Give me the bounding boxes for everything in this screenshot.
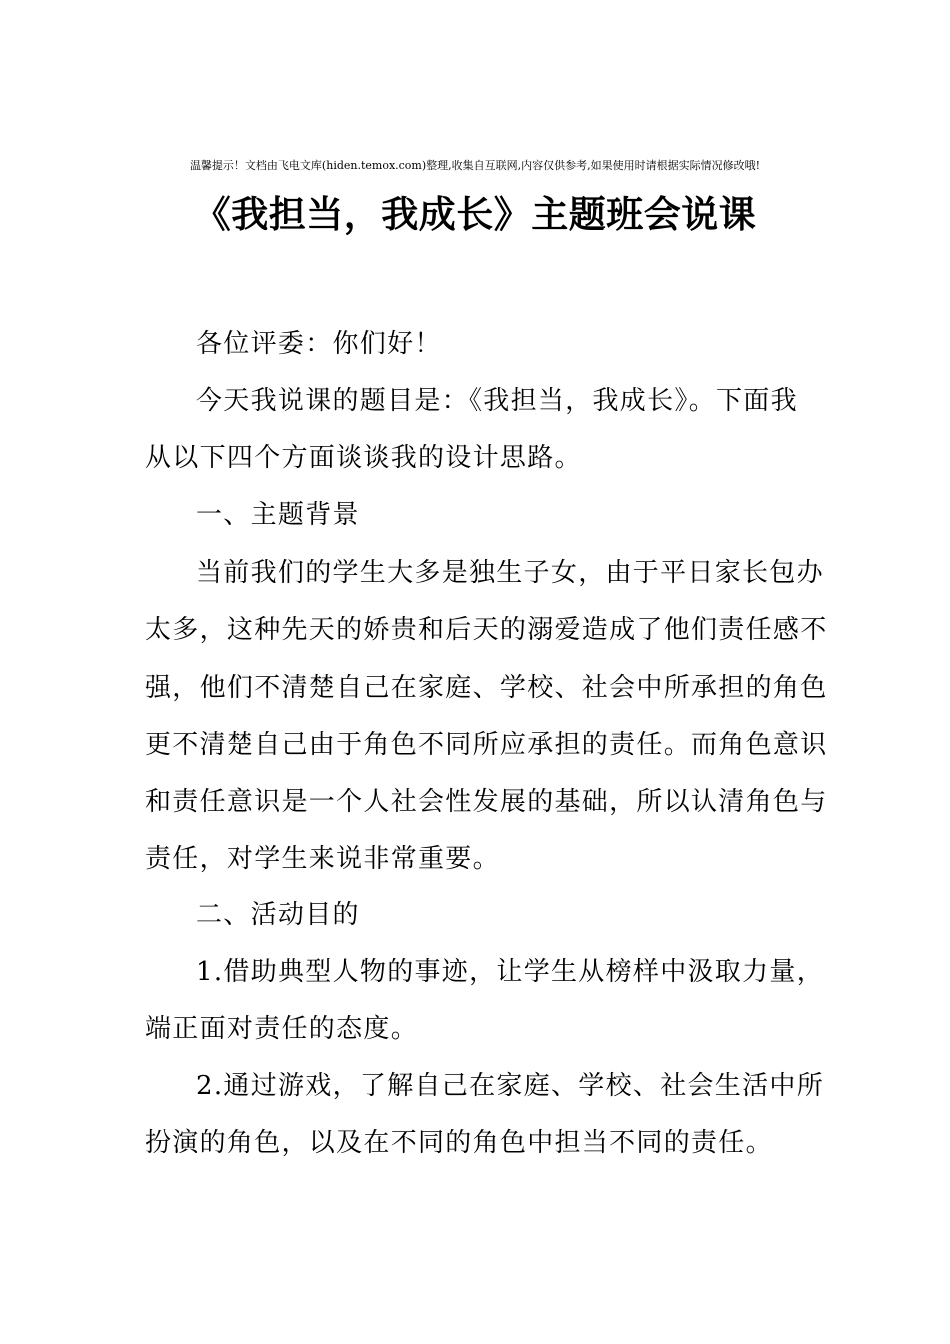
section-heading: 二、活动目的 [196,900,360,930]
paragraph-line: 太多，这种先天的娇贵和后天的溺爱造成了他们责任感不 [145,615,828,645]
section-heading: 一、主题背景 [196,500,360,530]
list-item-line: 1.借助典型人物的事迹，让学生从榜样中汲取力量， [196,957,825,987]
list-item-line: 2.通过游戏，了解自己在家庭、学校、社会生活中所 [196,1071,825,1101]
document-title: 《我担当，我成长》主题班会说课 [193,193,757,236]
paragraph-line: 当前我们的学生大多是独生子女，由于平日家长包办 [196,558,824,588]
paragraph-line: 更不清楚自己由于角色不同所应承担的责任。而角色意识 [145,730,828,760]
paragraph-line: 和责任意识是一个人社会性发展的基础，所以认清角色与 [145,787,828,817]
paragraph-line: 责任，对学生来说非常重要。 [145,844,500,874]
download-notice: 温馨提示！文档由飞电文库(hiden.temox.com)整理,收集自互联网,内容仅供参考,如果使用时请根据实际情况修改哦! [189,159,761,172]
list-item-line: 端正面对责任的态度。 [145,1014,419,1044]
paragraph-line: 从以下四个方面谈谈我的设计思路。 [145,443,582,473]
paragraph-line: 强，他们不清楚自己在家庭、学校、社会中所承担的角色 [145,673,828,703]
paragraph-line: 今天我说课的题目是：《我担当，我成长》。下面我 [196,386,798,416]
greeting-line: 各位评委：你们好！ [196,329,442,359]
list-item-line: 扮演的角色，以及在不同的角色中担当不同的责任。 [145,1128,773,1158]
